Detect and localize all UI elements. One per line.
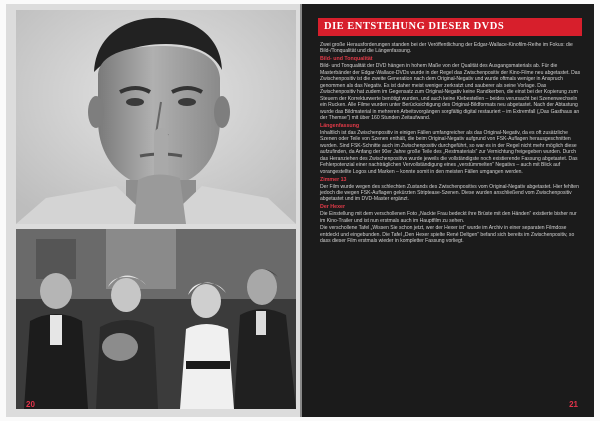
film-still-photo — [16, 229, 296, 409]
portrait-photo-drawing — [16, 10, 296, 224]
page-title: DIE ENTSTEHUNG DIESER DVDS — [324, 21, 505, 32]
section-body-hexer-2: Die verschollene Tafel „Wissen Sie schon jetzt, wer der Hexer ist“ wurde im Archiv in einer separaten Filmdose entdeckt und eingebunden. Die Tafel „Den Hexer spielte René Deltgen“ befand sich bereits im Zwischenpositiv, so dass dieser Film erstmals wieder in kompletter Fassung vorliegt. — [320, 225, 575, 245]
section-heading-hexer: Der Hexer — [320, 204, 346, 211]
title-banner — [318, 18, 582, 36]
left-page — [6, 4, 300, 417]
section-body-length: Inhaltlich ist das Zwischenpositiv in einigen Fällen umfangreicher als das Original-Negativ, da es oft zusätzliche Szenen oder Teile von Szenen enthält, die beim Original-Negativ aufgrund von FSK-Auflagen herausgeschnitten wurden. Sind FSK-Schnitte auch im Zwischenpositiv durchgeführt, so war es in der Regel nicht mehr möglich diese aufzufinden, da Anfang der 90er Jahre große Teile des „Restmaterials“ zur Vernichtung freigegeben wurden. Durch das Heranziehen des Zwischenpositivs wurde jeweils die vollständigste noch existierende Fassung abgetastet. Das Fehlerpotenzial einer nachträglichen Vervollständigung eines „verstümmelten“ Negativs – auch mit Blick auf vorangestellte Logos und Marken – konnte somit in den meisten Fällen umgangen werden. — [320, 129, 578, 175]
intro-paragraph: Zwei große Herausforderungen standen bei der Veröffentlichung der Edgar-Wallace-Kinofilm-Reihe im Fokus: die Bild-/Tonqualität und die Längenfassung. — [320, 42, 573, 55]
right-page — [302, 4, 594, 417]
section-body-image-sound: Bild- und Tonqualität der DVD hängen in hohem Maße von der Qualität des Ausgangsmaterials ab. Für die Masterbänder der Edgar-Wallace-DVDs wurde in der Regel das Zwischenpositiv der Kino-Filme neu abgetastet. Das Zwischenpositiv ist die zweite Generation nach dem Original-Negativ und wurde oftmals weniger in Anspruch genommen als das Negativ. Es ist daher meist weniger zerkratzt und sauberer als seine Vorlage. Das Zwischenpositiv hat zudem im Gegensatz zum Original-Negativ keine Randkerben, die einst bei der Kopierung zum Steuern der Korrekturwerte benötigt wurden, und auch keine Klebestellen – beides verursacht bei Szenenwechseln ein Rucken. Alle Filme wurden unter Berücksichtigung des Original-Bildformats neu abgetastet. Nach der Abtastung wurde das Bildmaterial in mehreren Arbeitsvorgängen sorgfältig digital restauriert – im Extremfall („Das Gasthaus an der Themse“) mit über 160 Stunden Zeitaufwand. — [320, 63, 581, 121]
film-still-drawing — [16, 229, 296, 409]
article-body — [320, 42, 582, 246]
magazine-spread — [6, 4, 594, 417]
page-number-left: 20 — [26, 400, 35, 409]
section-body-zimmer13: Der Film wurde wegen des schlechten Zustands des Zwischenpositivs vom Original-Negativ abgetastet. Hier fehlten jedoch die wegen FSK-Auflagen gekürzten Striptease-Szenen. Diese wurden anschließend vom Zwischenpositiv abgetastet und im DVD-Master ergänzt. — [320, 183, 579, 203]
page-number-right: 21 — [569, 400, 578, 409]
section-heading-image-sound: Bild- und Tonqualität — [320, 56, 373, 63]
section-heading-zimmer13: Zimmer 13 — [320, 176, 347, 183]
portrait-photo — [16, 10, 296, 224]
section-heading-length: Längenfassung — [320, 122, 360, 129]
section-body-hexer: Die Einstellung mit dem verschollenen Foto „Nackte Frau bedeckt ihre Brüste mit den Händen“ existierte bisher nur im Kino-Trailer und ist nun erstmals auch im Hauptfilm zu sehen. — [320, 211, 577, 224]
